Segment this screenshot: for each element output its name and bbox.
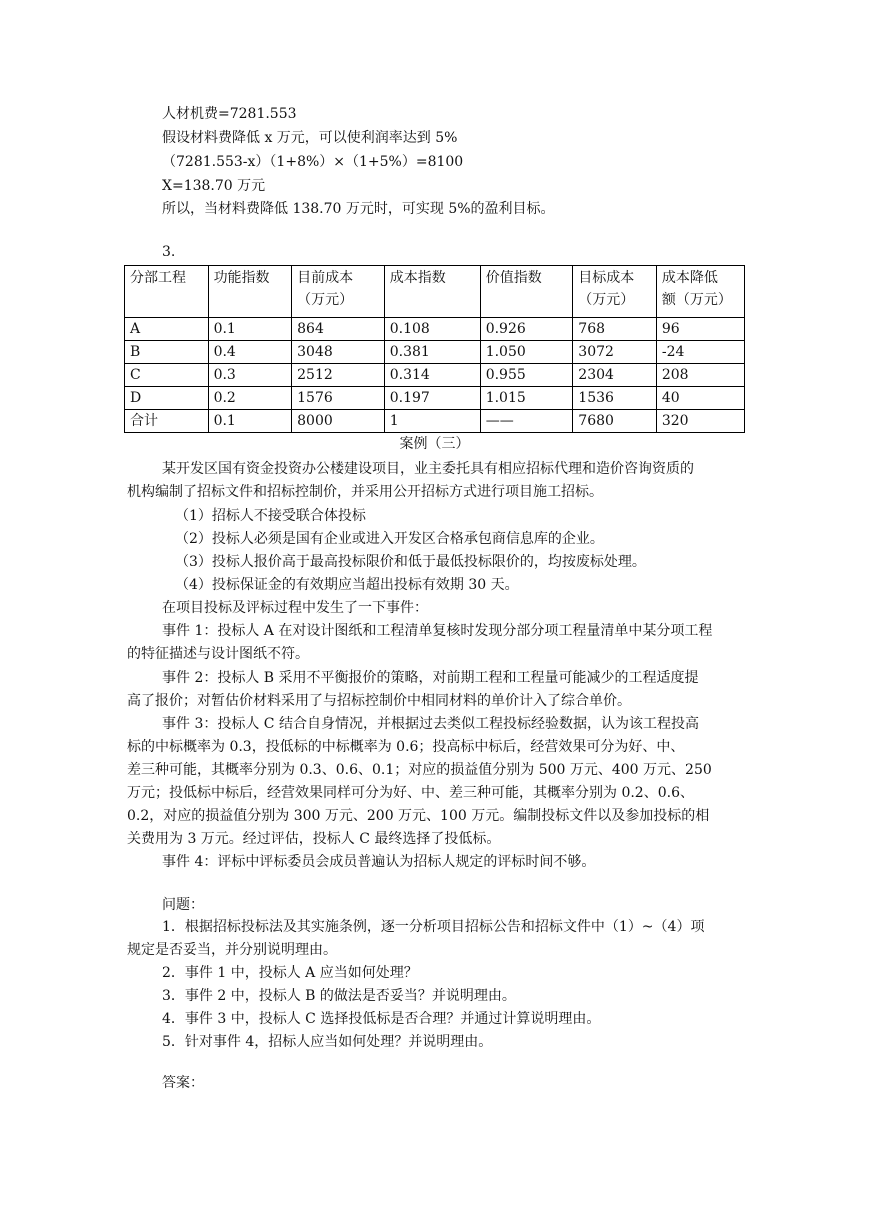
table-row xyxy=(125,341,745,364)
header-cell: 价值指数 xyxy=(480,266,573,318)
table-cell: C xyxy=(125,364,209,387)
calc-line-4: X=138.70 万元 xyxy=(162,178,266,194)
table-cell: 0.108 xyxy=(384,318,480,341)
questions-label: 问题： xyxy=(162,897,204,913)
event-3-line-1: 事件 3：投标人 C 结合自身情况，并根据过去类似工程投标经验数据，认为该工程投高 xyxy=(162,716,699,732)
question-4: 4．事件 3 中，投标人 C 选择投低标是否合理？并通过计算说明理由。 xyxy=(162,1011,601,1027)
calc-line-3: （7281.553-x）（1+8%）×（1+5%）=8100 xyxy=(162,154,464,170)
calc-line-2: 假设材料费降低 x 万元，可以使利润率达到 5% xyxy=(162,130,458,146)
rule-2: （2）投标人必须是国有企业或进入开发区合格承包商信息库的企业。 xyxy=(175,531,604,547)
table-cell: 1576 xyxy=(292,387,385,410)
event-3-line-6: 关费用为 3 万元。经过评估，投标人 C 最终选择了投低标。 xyxy=(127,831,501,847)
value-engineering-table xyxy=(124,265,745,433)
event-3-line-5: 0.2，对应的损益值分别为 300 万元、200 万元、100 万元。编制投标文件以及参加投标的相 xyxy=(127,808,710,824)
answer-label: 答案： xyxy=(162,1075,204,1091)
table-cell: 0.4 xyxy=(208,341,292,364)
rule-3: （3）投标人报价高于最高投标限价和低于最低投标限价的，均按废标处理。 xyxy=(175,554,646,570)
rule-4: （4）投标保证金的有效期应当超出投标有效期 30 天。 xyxy=(175,577,519,593)
table-cell: 0.926 xyxy=(480,318,573,341)
item-3-label: 3. xyxy=(162,244,176,260)
table-cell: 320 xyxy=(656,410,744,433)
header-cell: 成本指数 xyxy=(384,266,480,318)
table-cell: 0.3 xyxy=(208,364,292,387)
intro-line-2: 机构编制了招标文件和招标控制价，并采用公开招标方式进行项目施工招标。 xyxy=(127,484,603,500)
table-cell: 0.314 xyxy=(384,364,480,387)
table-cell: 1536 xyxy=(573,387,657,410)
case-title: 案例（三） xyxy=(399,436,470,452)
table-cell: A xyxy=(125,318,209,341)
header-cell: 功能指数 xyxy=(208,266,292,318)
question-1-line-2: 规定是否妥当，并分别说明理由。 xyxy=(127,942,337,958)
table-cell: -24 xyxy=(656,341,744,364)
table-cell: 1.050 xyxy=(480,341,573,364)
table-cell: —— xyxy=(480,410,573,433)
table-cell: D xyxy=(125,387,209,410)
table-cell: 1.015 xyxy=(480,387,573,410)
table-header-row xyxy=(125,266,745,318)
table-cell: 0.1 xyxy=(208,410,292,433)
table-cell: 208 xyxy=(656,364,744,387)
header-cell: 目标成本 （万元） xyxy=(573,266,657,318)
table-cell: 8000 xyxy=(292,410,385,433)
header-cell: 分部工程 xyxy=(125,266,209,318)
table-cell: 7680 xyxy=(573,410,657,433)
intro-line-1: 某开发区国有资金投资办公楼建设项目，业主委托具有相应招标代理和造价咨询资质的 xyxy=(162,461,694,477)
question-3: 3．事件 2 中，投标人 B 的做法是否妥当？并说明理由。 xyxy=(162,988,516,1004)
table-cell: 96 xyxy=(656,318,744,341)
event-1-line-2: 的特征描述与设计图纸不符。 xyxy=(127,646,309,662)
table-row xyxy=(125,318,745,341)
table-cell: 3072 xyxy=(573,341,657,364)
calc-line-5: 所以，当材料费降低 138.70 万元时，可实现 5%的盈利目标。 xyxy=(162,201,555,217)
table-cell: 0.197 xyxy=(384,387,480,410)
table-cell: B xyxy=(125,341,209,364)
header-cell: 目前成本 （万元） xyxy=(292,266,385,318)
table-row xyxy=(125,387,745,410)
question-2: 2．事件 1 中，投标人 A 应当如何处理？ xyxy=(162,965,418,981)
calc-line-1: 人材机费=7281.553 xyxy=(162,106,297,122)
table-cell: 864 xyxy=(292,318,385,341)
event-2-line-1: 事件 2：投标人 B 采用不平衡报价的策略，对前期工程和工程量可能减少的工程适度提 xyxy=(162,670,699,686)
table-cell: 0.955 xyxy=(480,364,573,387)
table-cell: 0.1 xyxy=(208,318,292,341)
table-row xyxy=(125,364,745,387)
table-row xyxy=(125,410,745,433)
event-3-line-3: 差三种可能，其概率分别为 0.3、0.6、0.1；对应的损益值分别为 500 万元、400 万元、250 xyxy=(127,762,712,778)
rule-1: （1）招标人不接受联合体投标 xyxy=(175,508,366,524)
events-intro: 在项目投标及评标过程中发生了一下事件： xyxy=(162,600,428,616)
table-cell: 合计 xyxy=(125,410,209,433)
table-cell: 2512 xyxy=(292,364,385,387)
table-cell: 40 xyxy=(656,387,744,410)
table-cell: 3048 xyxy=(292,341,385,364)
table-cell: 0.381 xyxy=(384,341,480,364)
event-1-line-1: 事件 1：投标人 A 在对设计图纸和工程清单复核时发现分部分项工程量清单中某分项工程 xyxy=(162,623,713,639)
event-3-line-4: 万元；投低标中标后，经营效果同样可分为好、中、差三种可能，其概率分别为 0.2、0.6、 xyxy=(127,785,694,801)
event-4: 事件 4：评标中评标委员会成员普遍认为招标人规定的评标时间不够。 xyxy=(162,854,596,870)
question-1-line-1: 1．根据招标投标法及其实施条例，逐一分析项目招标公告和招标文件中（1）~（4）项 xyxy=(162,919,705,935)
question-5: 5．针对事件 4，招标人应当如何处理？并说明理由。 xyxy=(162,1034,493,1050)
table-cell: 2304 xyxy=(573,364,657,387)
header-cell: 成本降低 额（万元） xyxy=(656,266,744,318)
event-2-line-2: 高了报价；对暂估价材料采用了与招标控制价中相同材料的单价计入了综合单价。 xyxy=(127,693,631,709)
table-cell: 768 xyxy=(573,318,657,341)
event-3-line-2: 标的中标概率为 0.3，投低标的中标概率为 0.6；投高标中标后，经营效果可分为好、中、 xyxy=(127,739,685,755)
table-cell: 0.2 xyxy=(208,387,292,410)
table-cell: 1 xyxy=(384,410,480,433)
